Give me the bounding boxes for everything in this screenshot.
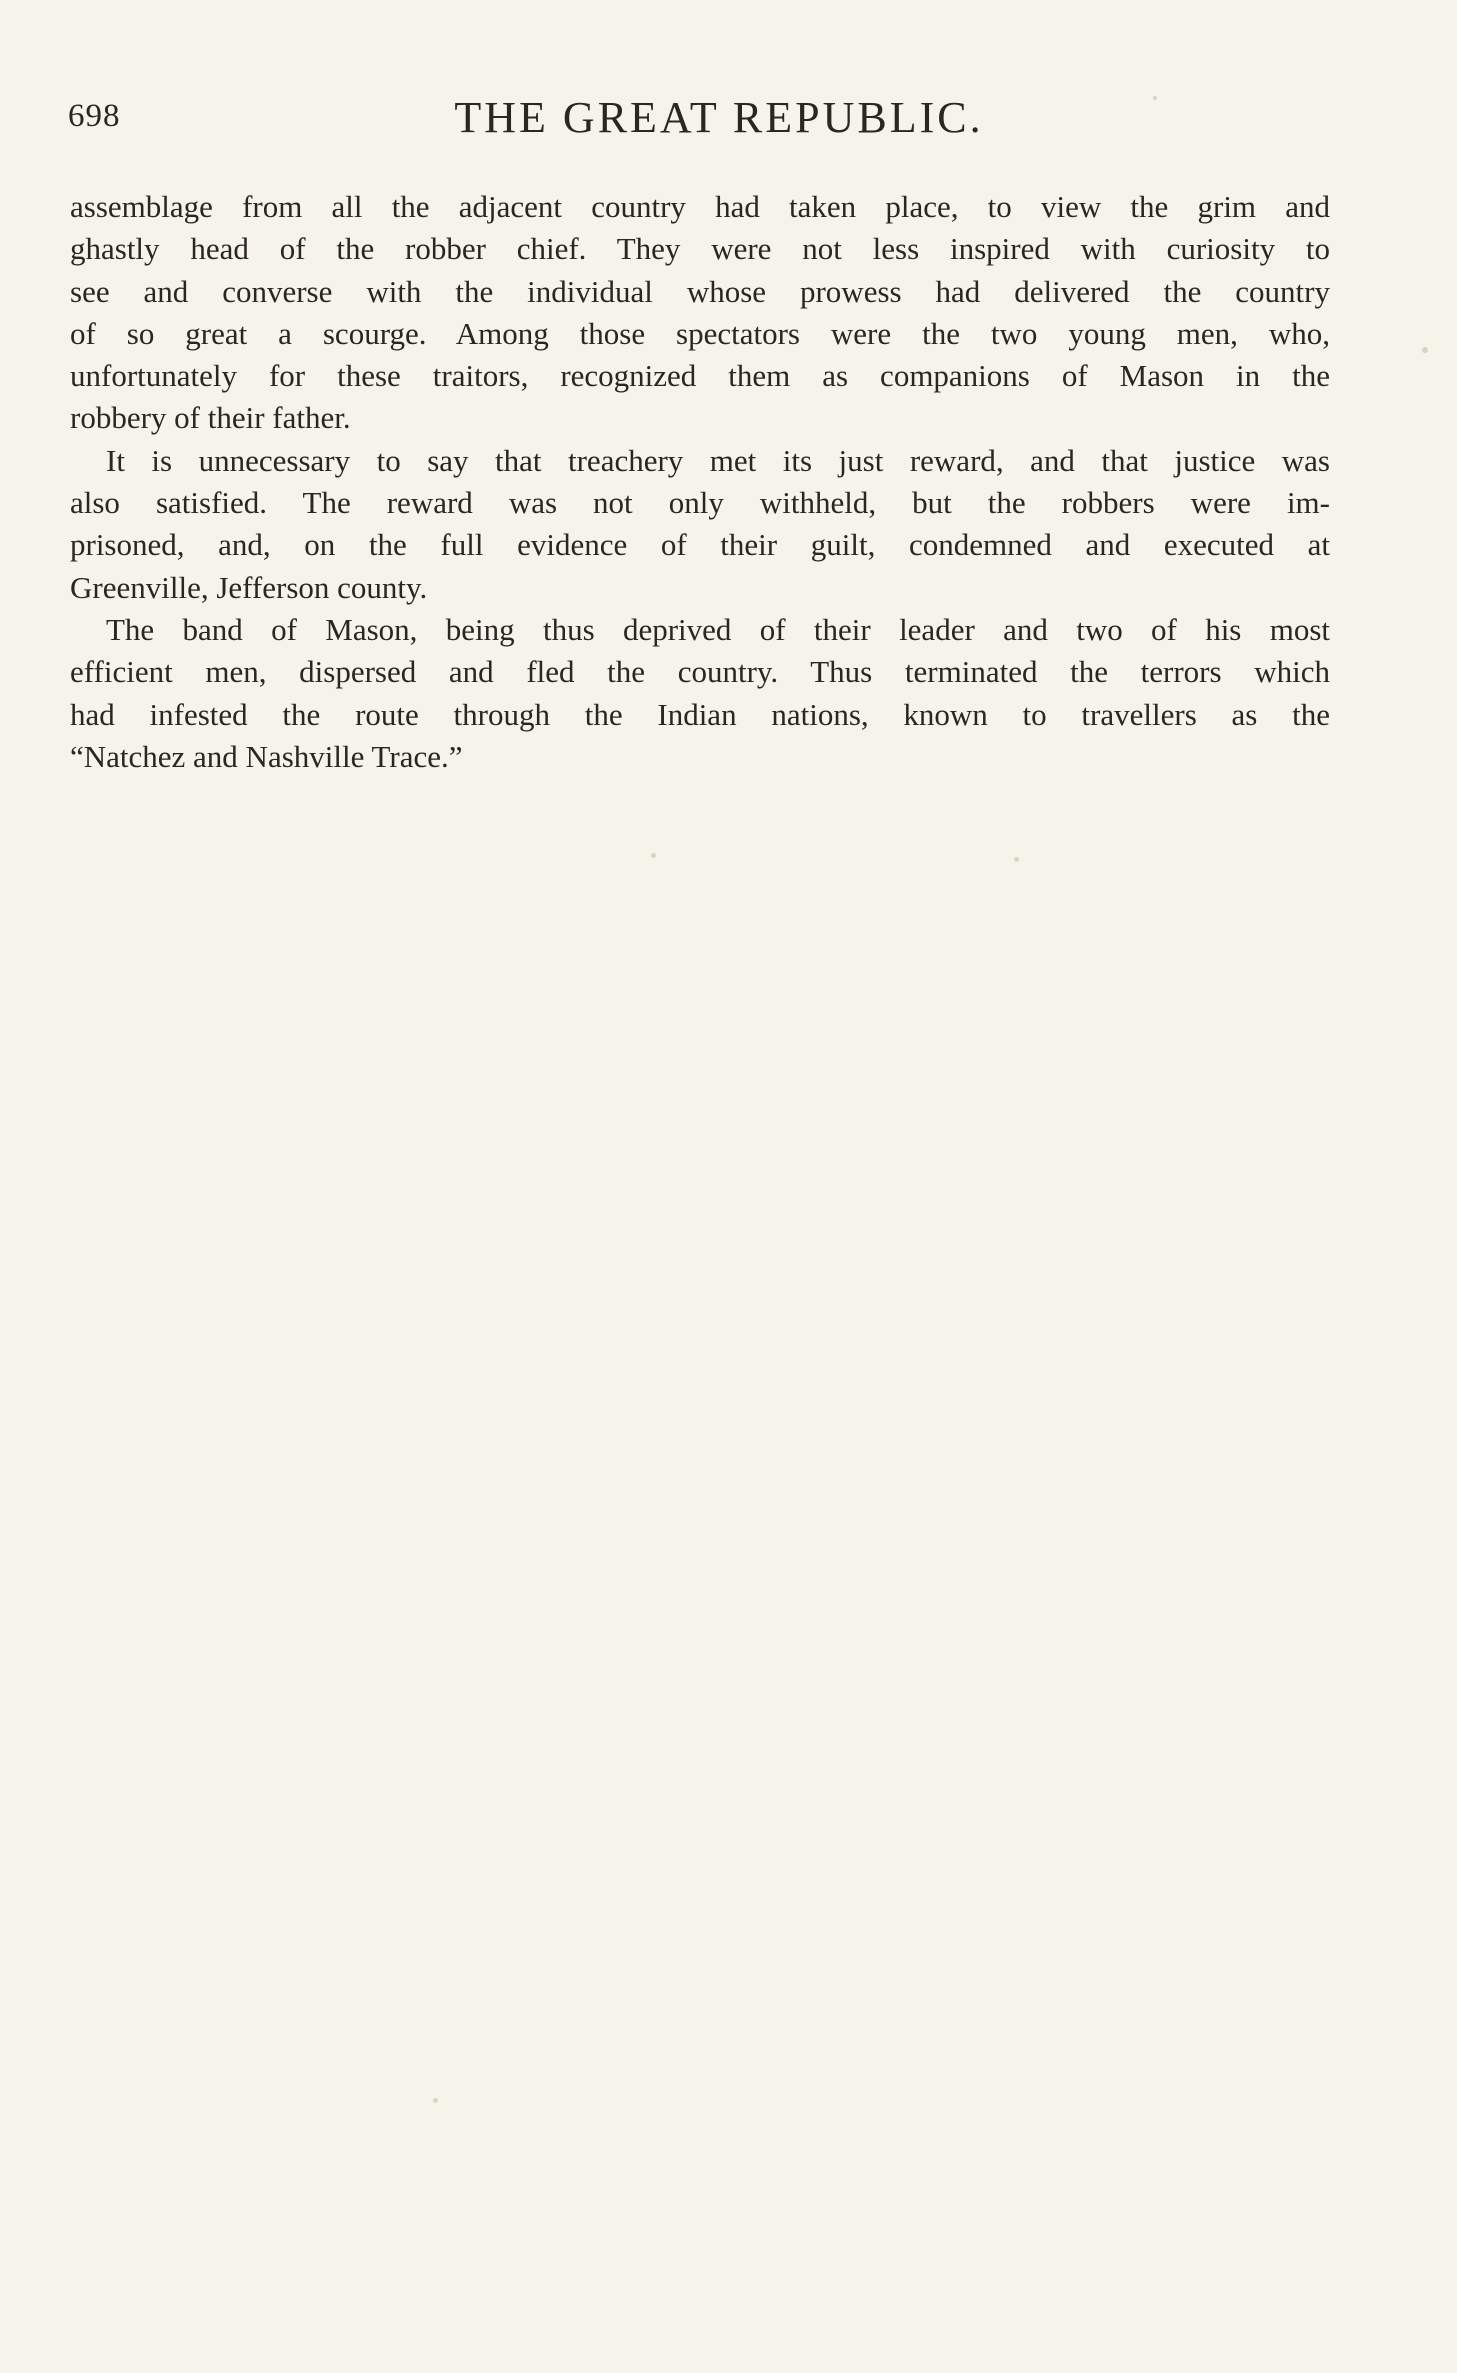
text-line: It is unnecessary to say that treachery met its just reward, and that justice was [106, 442, 1330, 478]
running-title: THE GREAT REPUBLIC. [454, 93, 984, 142]
paper-speck [1422, 347, 1428, 353]
paper-speck [651, 853, 656, 858]
text-line: The band of Mason, being thus deprived of their leader and two of his most [106, 611, 1330, 647]
text-line: of so great a scourge. Among those spectators were the two young men, who, [70, 315, 1330, 351]
paper-speck [433, 2098, 438, 2103]
text-line: assemblage from all the adjacent country had taken place, to view the grim and [70, 189, 1330, 224]
body-text [70, 186, 1330, 778]
text-line: ghastly head of the robber chief. They were not less inspired with curiosity to [70, 231, 1330, 267]
text-line: prisoned, and, on the full evidence of their guilt, condemned and executed at [70, 527, 1330, 563]
text-line: had infested the route through the Indian nations, known to travellers as the [70, 696, 1330, 732]
text-line: unfortunately for these traitors, recognized them as companions of Mason in the [70, 358, 1330, 394]
paper-speck [1153, 96, 1157, 100]
text-line: also satisfied. The reward was not only withheld, but the robbers were im- [70, 485, 1330, 521]
paper-speck [1014, 857, 1019, 862]
text-line: “Natchez and Nashville Trace.” [70, 738, 463, 774]
page-number: 698 [68, 98, 121, 134]
text-line: Greenville, Jefferson county. [70, 569, 428, 605]
running-head [68, 92, 1330, 148]
text-line: see and converse with the individual whose prowess had delivered the country [70, 273, 1330, 309]
text-line: efficient men, dispersed and fled the country. Thus terminated the terrors which [70, 654, 1330, 690]
text-line: robbery of their father. [70, 400, 351, 436]
